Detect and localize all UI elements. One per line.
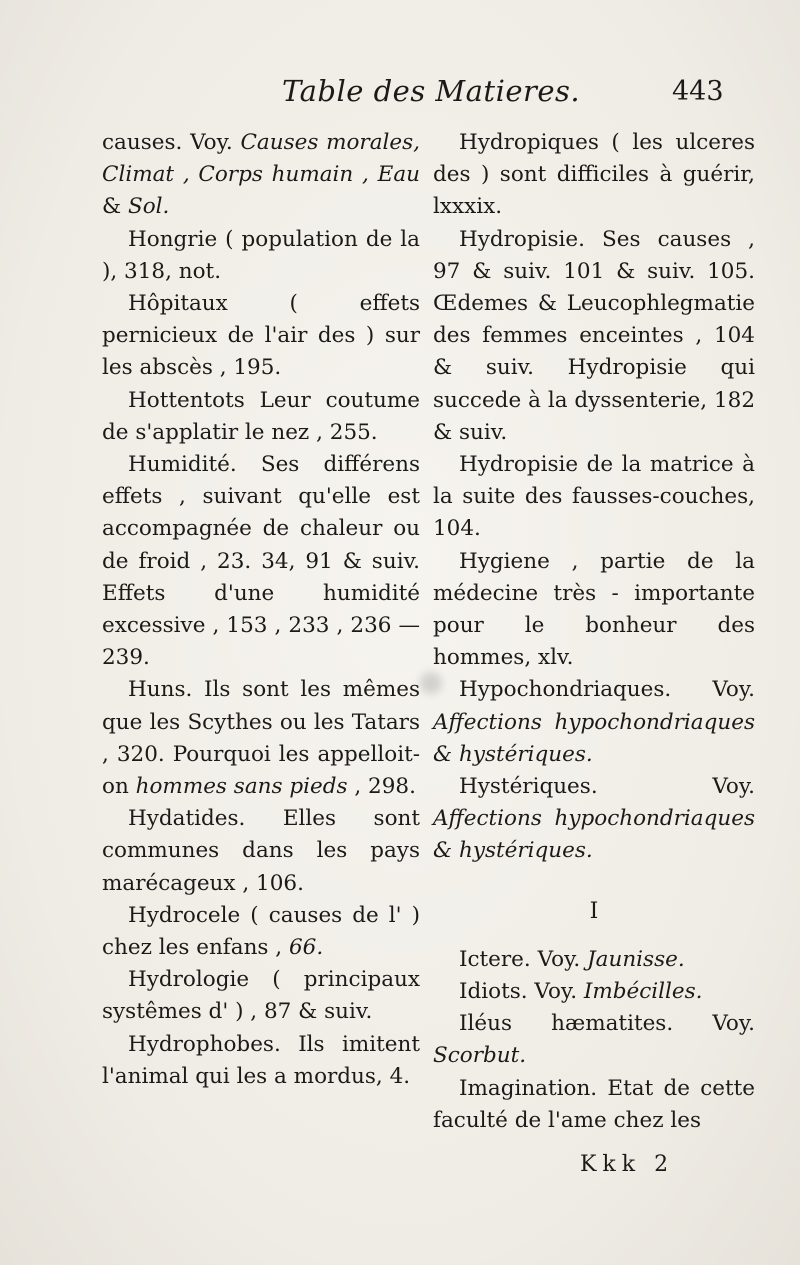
index-entry — [102, 674, 420, 803]
entry-text: Hydrophobes. Ils imitent l'animal qui les a mordus, 4. — [102, 1031, 420, 1089]
index-entry — [433, 976, 755, 1008]
entry-text: & — [102, 194, 128, 220]
index-entry — [433, 127, 755, 224]
page-number: 443 — [672, 76, 724, 107]
entry-text: Hottentots Leur coutume de s'applatir le nez , 255. — [102, 387, 420, 445]
index-entry — [433, 771, 755, 868]
entry-italic-text: Jaunisse. — [587, 946, 685, 972]
index-entry — [102, 1029, 420, 1093]
index-entry — [433, 449, 755, 546]
index-entry — [433, 546, 755, 675]
signature-mark: Kkk 2 — [580, 1152, 675, 1177]
entry-italic-text: hommes sans pieds — [135, 774, 348, 800]
index-entry — [102, 288, 420, 385]
page-title: Table des Matieres. — [282, 74, 581, 108]
index-entry — [433, 674, 755, 771]
index-entry — [433, 1073, 755, 1137]
entry-text: Iléus hæmatites. Voy. — [459, 1011, 755, 1037]
entry-text: Hydropisie. Ses causes , 97 & suiv. 101 & suiv. 105. Œdemes & Leucophlegmatie des femmes enceintes , 104 & suiv. Hydropisie qui succede à la dyssenterie, 182 & suiv. — [433, 226, 755, 445]
index-entry — [102, 803, 420, 900]
entry-italic-text: Sol. — [127, 194, 170, 220]
entry-text: Hydatides. Elles sont communes dans les pays marécageux , 106. — [102, 806, 420, 896]
entry-text: Hydrologie ( principaux systêmes d' ) , 87 & suiv. — [102, 967, 420, 1025]
entry-italic-text: Scorbut. — [433, 1043, 527, 1069]
entry-text: Hongrie ( population de la ), 318, not. — [102, 226, 420, 284]
entry-text: Hygiene , partie de la médecine très - importante pour le bonheur des hommes, xlv. — [433, 548, 755, 671]
index-entry — [102, 224, 420, 288]
index-entry — [102, 385, 420, 449]
entry-text: Hystériques. Voy. — [459, 774, 755, 800]
ink-blot — [420, 672, 442, 694]
entry-italic-text: Affections hypochondriaques & hystériques. — [433, 806, 755, 864]
right-column — [433, 127, 755, 1137]
section-letter: I — [589, 898, 599, 924]
entry-italic-text: Affections hypochondriaques & hystériques. — [433, 709, 755, 767]
entry-text: Ictere. Voy. — [459, 946, 588, 972]
index-entry — [102, 127, 420, 224]
entry-text: Hypochondriaques. Voy. — [459, 677, 755, 703]
entry-text: Huns. Ils sont les mêmes que les Scythes ou les Tatars , 320. Pourquoi les appelloit-on — [102, 677, 420, 800]
entry-text: , 298. — [347, 774, 416, 800]
entry-italic-text: Imbécilles. — [583, 979, 703, 1005]
entry-text: Hôpitaux ( effets pernicieux de l'air des ) sur les abscès , 195. — [102, 291, 420, 381]
index-entry — [433, 944, 755, 976]
index-entry — [102, 900, 420, 964]
left-column — [102, 127, 420, 1093]
running-header — [0, 74, 800, 114]
entry-text: Hydropisie de la matrice à la suite des fausses-couches, 104. — [433, 452, 755, 542]
index-entry — [102, 964, 420, 1028]
entry-text: Hydropiques ( les ulceres des ) sont difficiles à guérir, lxxxix. — [433, 130, 755, 220]
entry-text: Hydrocele ( causes de l' ) chez les enfans , — [102, 902, 420, 961]
entry-italic-text: Causes morales, Climat , Corps humain , Eau — [102, 130, 420, 188]
entry-text: Imagination. Etat de cette faculté de l'ame chez les — [433, 1075, 755, 1133]
entry-italic-text: 66. — [288, 935, 324, 961]
index-entry — [433, 224, 755, 449]
entry-text: causes. Voy. — [102, 130, 241, 155]
entry-text: Idiots. Voy. — [459, 979, 584, 1005]
index-entry — [102, 449, 420, 674]
index-entry — [433, 1008, 755, 1072]
entry-text: Humidité. Ses différens effets , suivant qu'elle est accompagnée de chaleur ou de froid , 23. 34, 91 & suiv. Effets d'une humidité excessive , 153 , 233 , 236 — 239. — [102, 452, 420, 671]
